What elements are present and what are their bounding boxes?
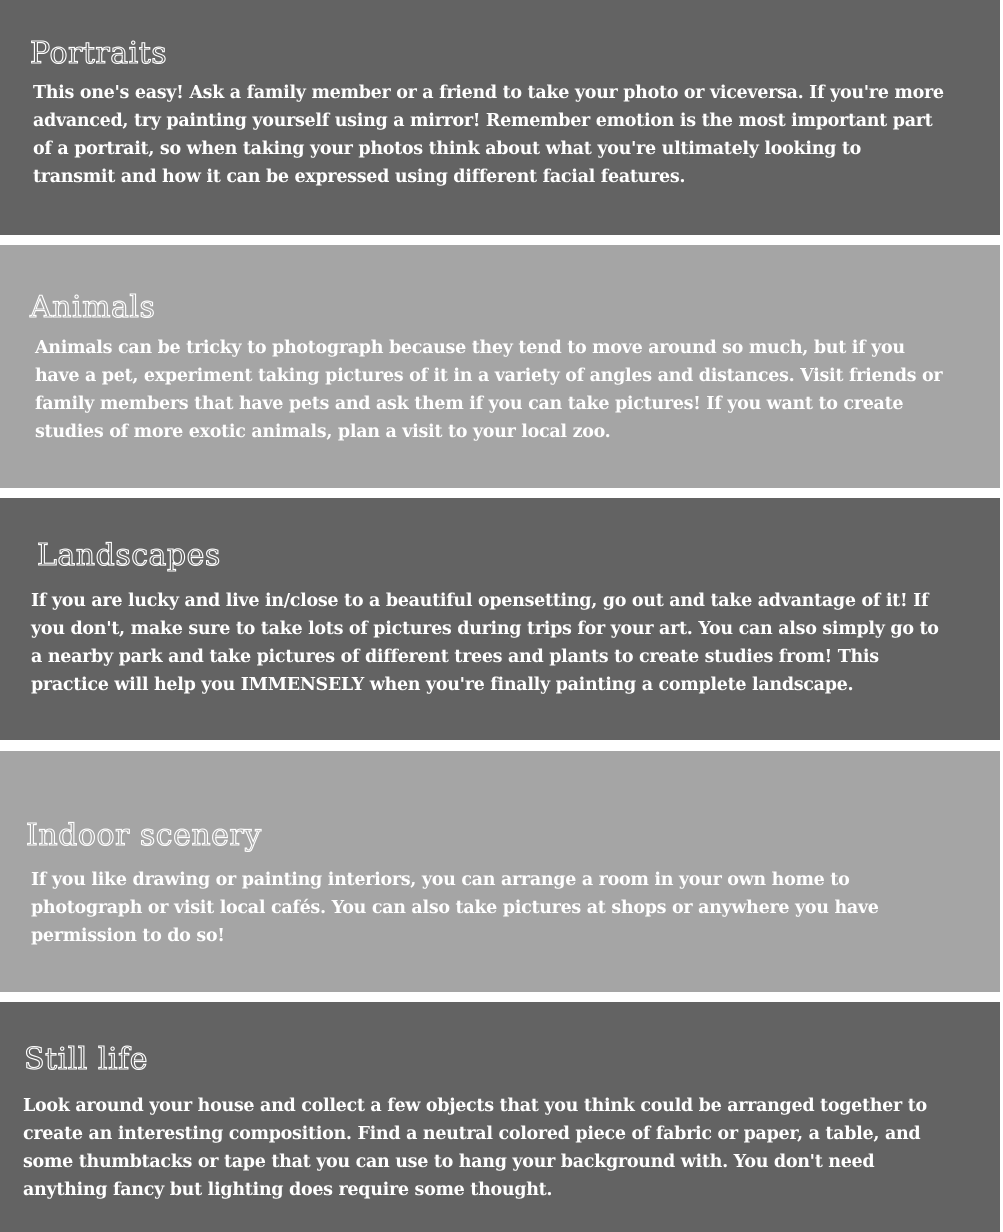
section-body: Look around your house and collect a few objects that you think could be arranged together to create an interesting composition. Find a neutral colored piece of fabric or paper, a table, and some thumbtacks or tape that you can use to hang your background with. You don't need anything fancy but lighting does require some thought. — [23, 1096, 927, 1200]
section-body: If you like drawing or painting interiors, you can arrange a room in your own home to photograph or visit local cafés. You can also take pictures at shops or anywhere you have permission to do so! — [31, 870, 879, 946]
section-body: This one's easy! Ask a family member or a friend to take your photo or viceversa. If you're more advanced, try painting yourself using a mirror! Remember emotion is the most important part of a portrait, so when taking your photos think about what you're ultimately looking to transmit and how it can be expressed using different facial features. — [33, 83, 944, 187]
section-body: Animals can be tricky to photograph because they tend to move around so much, but if you have a pet, experiment taking pictures of it in a variety of angles and distances. Visit friends or family members that have pets and ask them if you can take pictures! If you want to create studies of more exotic animals, plan a visit to your local zoo. — [35, 338, 943, 442]
section-landscapes — [0, 498, 1000, 740]
section-title: Portraits — [30, 36, 168, 71]
section-body: If you are lucky and live in/close to a beautiful opensetting, go out and take advantage of it! If you don't, make sure to take lots of pictures during trips for your art. You can also simply go to a nearby park and take pictures of different trees and plants to create studies from! This practice will help you IMMENSELY when you're finally painting a complete landscape. — [31, 591, 939, 695]
section-portraits — [0, 0, 1000, 235]
section-title: Animals — [30, 290, 156, 325]
section-title: Indoor scenery — [26, 818, 262, 853]
section-indoor-scenery — [0, 751, 1000, 992]
section-still-life — [0, 1002, 1000, 1232]
section-title: Still life — [24, 1042, 148, 1077]
section-animals — [0, 245, 1000, 488]
section-title: Landscapes — [37, 538, 221, 573]
